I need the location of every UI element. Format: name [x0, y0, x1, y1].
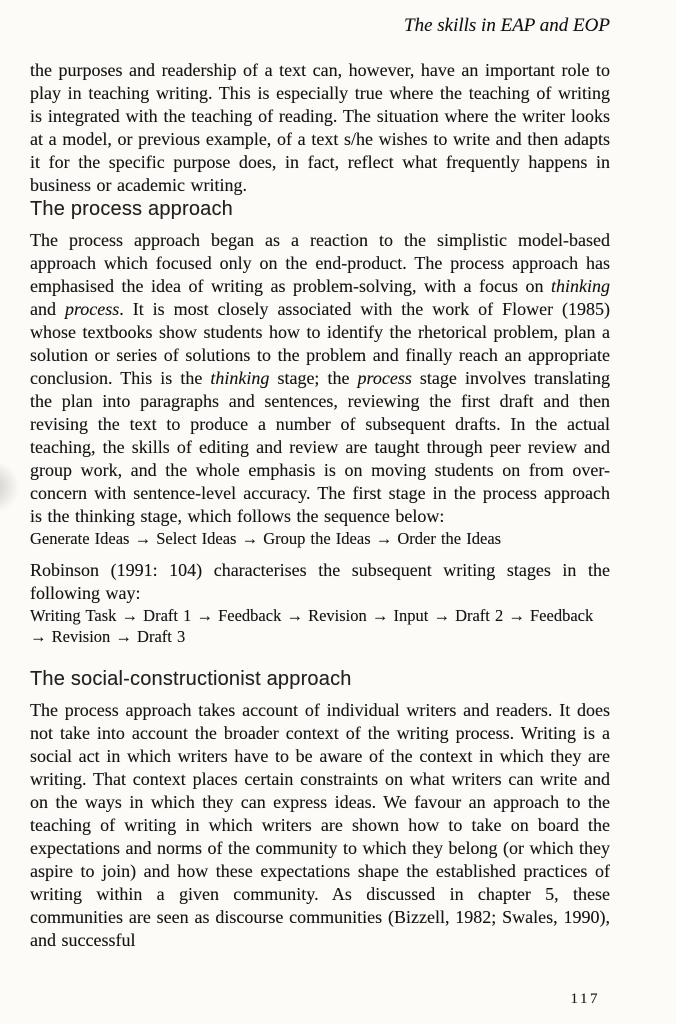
process-approach-paragraph — [30, 229, 610, 528]
section-heading-process-approach: The process approach — [30, 198, 234, 220]
running-head: The skills in EAP and EOP — [404, 15, 610, 36]
italic-process-1: process — [64, 299, 120, 319]
section-heading-social-constructionist: The social-constructionist approach — [30, 668, 352, 690]
writing-stages-sequence: Writing Task → Draft 1 → Feedback → Revision → Input → Draft 2 → Feedback → Revision → Draft 3 — [30, 606, 594, 646]
italic-process-2: process — [357, 368, 412, 388]
social-constructionist-paragraph: The process approach takes account of individual writers and readers. It does not take into account the broader context of the writing process. Writing is a social act in which writers have to be aware of the context in which they are writing. That context places certain constraints on what writers can write and on the ways in which they can express ideas. We favour an approach to the teaching of writing in which writers are shown how to take on board the expectations and norms of the community to which they belong (or which they aspire to join) and how these expectations shape the established practices of writing within a given community. As discussed in chapter 5, these communities are seen as discourse communities (Bizzell, 1982; Swales, 1990), and successful — [30, 700, 610, 950]
process-text-3: . It is most closely associated with the work of Flower (1985) whose textbooks show students how to identify the rhetorical problem, plan a solution or series of solutions to the problem and finally reach an appropriate conclusion. This is the — [30, 299, 610, 388]
intro-paragraph: the purposes and readership of a text can, however, have an important role to play in teaching writing. This is especially true where the teaching of writing is integrated with the teaching of reading. The situation where the writer looks at a model, or previous example, of a text s/he wishes to write and then adapts it for the specific purpose does, in fact, reflect what frequently happens in business or academic writing. — [30, 60, 610, 195]
italic-thinking-1: thinking — [551, 276, 610, 296]
italic-thinking-2: thinking — [210, 368, 270, 388]
process-text-4: stage; the — [269, 368, 358, 388]
page-number: 117 — [570, 991, 600, 1007]
robinson-paragraph: Robinson (1991: 104) characterises the subsequent writing stages in the following way: — [30, 560, 610, 603]
process-text-5: stage involves translating the plan into paragraphs and sentences, reviewing the first draft and then revising the text to produce a number of subsequent drafts. In the actual teaching, the skills of editing and review are taught through peer review and group work, and the whole emphasis is on moving students on from over-concern with sentence-level accuracy. The first stage in the process approach is the thinking stage, which follows the sequence below: — [30, 368, 610, 526]
process-text-2: and — [30, 299, 65, 319]
process-text-1: The process approach began as a reaction to the simplistic model-based approach which focused only on the end-product. The process approach has emphasised the idea of writing as problem-solving, with a focus on — [30, 230, 610, 296]
thinking-stage-sequence: Generate Ideas → Select Ideas → Group the Ideas → Order the Ideas — [30, 529, 502, 548]
